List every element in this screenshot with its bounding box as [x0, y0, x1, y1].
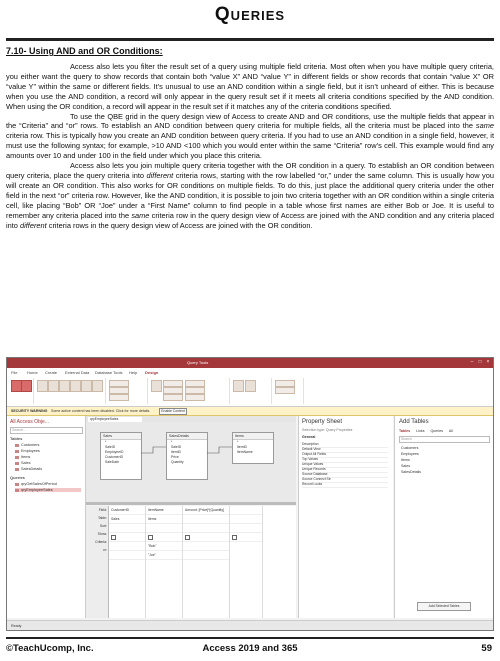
property-row[interactable]: Default View — [302, 447, 388, 453]
grid-label-sort: Sort: — [99, 524, 107, 528]
query-design-table-pane — [86, 422, 296, 505]
design-table-name: Items — [233, 433, 273, 440]
section-heading: 7.10- Using AND and OR Conditions: — [6, 46, 163, 56]
paragraph-3-text-c: criteria row in the query design view of Access are joined with the AND condition and any criteria placed into — [6, 210, 494, 230]
footer-book-title: Access 2019 and 365 — [202, 643, 298, 654]
add-tables-search-input[interactable]: Search — [399, 436, 490, 443]
nav-item-table[interactable] — [15, 455, 30, 459]
footer-copyright: ©TeachUcomp, Inc. — [6, 643, 94, 654]
ribbon-group-query-setup — [149, 378, 230, 404]
table-icon — [15, 444, 19, 447]
append-button[interactable] — [59, 380, 70, 392]
add-tables-tab-links[interactable]: Links — [416, 429, 425, 433]
ribbon-group-property — [273, 378, 304, 404]
grid-cell-field[interactable] — [230, 506, 262, 515]
property-sheet-subtitle: Selection type: Query Properties — [302, 428, 353, 432]
nav-item-label: Items — [21, 455, 31, 459]
join-line — [207, 447, 232, 453]
add-tables-tabs — [399, 429, 458, 433]
grid-label-criteria: Criteria: — [95, 540, 107, 544]
add-tables-title: Add Tables — [399, 419, 429, 425]
add-tables-tab-tables[interactable]: Tables — [399, 429, 411, 433]
design-field[interactable]: ItemName — [237, 450, 253, 454]
close-icon[interactable]: × — [486, 359, 490, 365]
grid-cell-sort[interactable] — [230, 524, 262, 533]
grid-cell-sort[interactable] — [146, 524, 182, 533]
return-button[interactable] — [185, 394, 205, 401]
grid-cell-show[interactable] — [230, 533, 262, 542]
query-icon — [15, 483, 19, 486]
grid-cell-table[interactable] — [183, 515, 229, 524]
property-sheet-pane — [298, 416, 393, 618]
table-icon — [15, 468, 19, 471]
status-text: Ready — [11, 624, 22, 628]
nav-item-table[interactable] — [15, 449, 40, 453]
paragraph-3 — [6, 161, 494, 230]
grid-cell-criteria[interactable] — [109, 542, 145, 551]
property-row[interactable]: Unique Records — [302, 467, 388, 473]
grid-label-table: Table: — [97, 516, 107, 520]
nav-item-table[interactable] — [15, 467, 42, 471]
paragraph-1 — [6, 62, 494, 112]
design-field[interactable]: SaleDate — [105, 460, 119, 464]
table-icon — [15, 462, 19, 465]
design-field[interactable]: Price — [171, 455, 179, 459]
paragraph-2-emphasis: same — [475, 121, 494, 131]
grid-label-show: Show: — [97, 532, 107, 536]
union-button[interactable] — [109, 380, 129, 387]
qbe-grid-row-labels — [86, 506, 109, 618]
property-row[interactable]: Top Values — [302, 457, 388, 463]
nav-group-queries[interactable]: Queries — [10, 475, 25, 480]
page-number: 59 — [481, 643, 492, 654]
paragraph-3-emphasis-3: different — [19, 220, 47, 230]
nav-search-input[interactable]: Search... — [10, 427, 83, 434]
parameters-button[interactable] — [245, 380, 256, 392]
nav-item-label: Employees — [21, 449, 40, 453]
add-tables-tab-all[interactable]: All — [448, 429, 453, 433]
join-line — [141, 447, 166, 453]
builder-button[interactable] — [163, 394, 183, 401]
grid-cell-criteria[interactable] — [183, 542, 229, 551]
table-icon — [15, 450, 19, 453]
grid-cell-show[interactable] — [183, 533, 229, 542]
nav-item-label: SalesDetails — [21, 467, 43, 471]
grid-label-field: Field: — [98, 508, 107, 512]
paragraph-3-emphasis-2: same — [131, 210, 150, 220]
nav-item-label: qryEmployeeSales — [21, 488, 53, 492]
enable-content-button[interactable]: Enable Content — [159, 408, 187, 415]
grid-cell-table[interactable] — [230, 515, 262, 524]
paragraph-3-text-b: criteria rows, starting with the row labelled “or,” under the same column. This is usually how you will create an OR condition. This also works for OR conditions on multiple fields. To do this, just place the additional query criteria under the other field in the next “or” criteria row. However, like the AND condition, it is possible to join two criteria together with an OR condition within a single criteria cell, like placing “Bob” OR “Joe” under a “First Name” column to find people in a table whose first names are either Bob or Joe. It is useful to remember any criteria placed into the — [6, 170, 494, 220]
update-button[interactable] — [70, 380, 81, 392]
grid-cell-table[interactable]: Sales — [109, 515, 145, 524]
ribbon-group-union — [107, 378, 148, 404]
body-text — [6, 62, 494, 230]
property-row[interactable]: Description — [302, 442, 388, 448]
totals-button[interactable] — [233, 380, 244, 392]
grid-cell-show[interactable] — [109, 533, 145, 542]
ribbon-tab-file[interactable]: File — [11, 370, 18, 375]
property-sheet-title: Property Sheet — [302, 419, 343, 425]
add-tables-item[interactable]: Sales — [401, 464, 410, 468]
grid-cell-table[interactable]: Items — [146, 515, 182, 524]
property-row[interactable]: Record Locks — [302, 482, 388, 488]
ribbon-tab-design[interactable]: Design — [145, 370, 159, 375]
minimize-icon[interactable]: – — [470, 359, 474, 365]
make-table-button[interactable] — [48, 380, 59, 392]
delete-columns-button[interactable] — [185, 387, 205, 394]
select-query-button[interactable] — [37, 380, 48, 392]
maximize-icon[interactable]: □ — [478, 359, 482, 365]
insert-rows-button[interactable] — [163, 380, 183, 387]
run-button[interactable] — [21, 380, 32, 392]
design-field[interactable]: Quantity — [171, 460, 184, 464]
pass-through-button[interactable] — [109, 387, 129, 394]
grid-cell-field[interactable]: Amount: [Price]*[Quantity] — [183, 506, 229, 515]
ribbon-tab-create[interactable]: Create — [45, 370, 58, 375]
qbe-grid-column[interactable] — [183, 506, 230, 618]
nav-item-label: Customers — [21, 443, 40, 447]
header-rule — [6, 38, 494, 41]
design-field[interactable]: CustomerID — [105, 455, 124, 459]
property-sheet-tab-general[interactable]: General — [302, 435, 316, 439]
tab-query-design[interactable]: qryEmployeeSales — [88, 417, 142, 422]
grid-label-or: or: — [103, 548, 107, 552]
add-tables-item[interactable]: SalesDetails — [401, 470, 421, 474]
property-row[interactable]: Source Connect Str — [302, 477, 388, 483]
paragraph-2 — [6, 112, 494, 162]
query-icon — [15, 489, 19, 492]
add-tables-item[interactable]: Customers — [401, 446, 419, 450]
grid-cell-field[interactable]: ItemName — [146, 506, 182, 515]
qbe-grid — [86, 506, 296, 618]
show-checkbox[interactable] — [148, 535, 153, 540]
nav-item-query-selected[interactable] — [15, 488, 81, 492]
paragraph-3-text-d: criteria rows in the query design view of Access are joined with the OR condition. — [46, 220, 313, 230]
ribbon-group-show-hide — [231, 378, 272, 404]
grid-cell-sort[interactable] — [183, 524, 229, 533]
ribbon-group-results — [9, 378, 34, 404]
show-checkbox[interactable] — [185, 535, 190, 540]
ribbon — [7, 376, 493, 407]
design-field[interactable]: ItemID — [237, 445, 247, 449]
qbe-grid-column-empty[interactable] — [230, 506, 263, 618]
ribbon-tab-database-tools[interactable]: Database Tools — [95, 370, 123, 375]
grid-cell-sort[interactable] — [109, 524, 145, 533]
show-checkbox[interactable] — [232, 535, 237, 540]
nav-item-table[interactable] — [15, 443, 39, 447]
table-icon — [15, 456, 19, 459]
paragraph-1-text: Access also lets you filter the result set of a query using multiple field criteria. Most often when you have multiple query criteria, you either want the query to show records that contain both “value X” AND “value Y” in different fields or show records that contain “value X” OR “value Y” within the same or different fields. It’s unusual to use an AND condition within a single field, but it isn’t unheard of either. This is because when you use the AND condition, a record will only appear in the query result set if it meets all criteria conditions specified by the AND condition. When using the OR condition, a record will appear in the result set if it matches any of the criteria conditions specified. — [6, 62, 494, 111]
paragraph-2-text-b: criteria row. This is typically how you create an AND condition between query criteria. If you had to use an AND condition in a single field, however, it must use the following syntax; for example, >10 AND <100 which you would enter within the same “Criteria” row’s cell. This example would find any amounts over 10 and under 100 in the field under which you place this criteria. — [6, 131, 494, 161]
qbe-grid-column[interactable] — [109, 506, 146, 618]
delete-button[interactable] — [92, 380, 103, 392]
security-warning-label: SECURITY WARNING — [11, 409, 48, 413]
qbe-grid-column[interactable] — [146, 506, 183, 618]
nav-item-label: qryGetSalesOfPeriod — [21, 482, 57, 486]
property-row[interactable]: Unique Values — [302, 462, 388, 468]
design-field[interactable]: * — [171, 440, 173, 444]
grid-cell-or[interactable] — [109, 551, 145, 560]
add-selected-tables-button[interactable]: Add Selected Tables — [417, 602, 471, 611]
add-tables-button[interactable] — [151, 380, 162, 392]
design-field[interactable]: * — [237, 440, 239, 444]
security-warning-bar — [7, 407, 493, 416]
add-tables-tab-queries[interactable]: Queries — [430, 429, 444, 433]
nav-group-tables[interactable]: Tables — [10, 436, 23, 441]
access-screenshot — [6, 357, 494, 631]
grid-cell-criteria[interactable]: "Bob" — [146, 542, 182, 551]
join-lines — [86, 422, 296, 502]
access-title-bar — [7, 358, 493, 368]
add-tables-item[interactable]: Employees — [401, 452, 419, 456]
add-tables-pane — [394, 416, 494, 618]
design-field[interactable]: * — [105, 440, 107, 444]
property-sheet-button[interactable] — [275, 380, 295, 387]
design-table-name: Sales — [101, 433, 141, 440]
nav-item-table[interactable] — [15, 461, 31, 465]
data-definition-button[interactable] — [109, 394, 129, 401]
paragraph-3-text-a: Access also lets you join multiple query criteria together with the OR condition in a query. To establish an OR condition between query criteria, place the query criteria into — [6, 161, 494, 180]
design-field[interactable]: SaleID — [105, 445, 116, 449]
add-tables-item[interactable]: Items — [401, 458, 410, 462]
show-checkbox[interactable] — [111, 535, 116, 540]
ribbon-group-query-type — [35, 378, 106, 404]
footer-rule — [6, 637, 494, 639]
grid-cell-show[interactable] — [146, 533, 182, 542]
ribbon-tab-external-data[interactable]: External Data — [65, 370, 90, 375]
paragraph-3-emphasis-1: different — [146, 170, 174, 180]
grid-cell-field[interactable]: CustomerID — [109, 506, 145, 515]
design-field[interactable]: EmployeeID — [105, 450, 124, 454]
page-title: Queries — [214, 4, 286, 25]
nav-item-query[interactable] — [15, 482, 57, 486]
design-field[interactable]: SaleID — [171, 445, 182, 449]
status-bar — [7, 620, 493, 631]
property-row[interactable]: Source Database — [302, 472, 388, 478]
nav-pane-title[interactable]: All Access Obje... — [10, 419, 49, 425]
grid-cell-or[interactable] — [183, 551, 229, 560]
crosstab-button[interactable] — [81, 380, 92, 392]
table-names-button[interactable] — [275, 387, 295, 394]
ribbon-tab-help[interactable]: Help — [129, 370, 138, 375]
navigation-pane — [7, 416, 86, 618]
insert-columns-button[interactable] — [185, 380, 205, 387]
delete-rows-button[interactable] — [163, 387, 183, 394]
grid-cell-or[interactable]: "Joe" — [146, 551, 182, 560]
nav-item-label: Sales — [21, 461, 31, 465]
property-row[interactable]: Output All Fields — [302, 452, 388, 458]
ribbon-tab-home[interactable]: Home — [27, 370, 38, 375]
design-table-name: SalesDetails — [167, 433, 207, 440]
security-warning-message: Some active content has been disabled. Click for more details. — [51, 409, 151, 413]
paragraph-2-text-a: To use the QBE grid in the query design view of Access to create AND and OR conditions, use the multiple fields that appear in the “Criteria” and “or” rows. To establish an AND condition between query criteria for multiple fields, all the criteria must be placed into the — [6, 111, 494, 131]
access-window-title: Query Tools — [187, 360, 209, 365]
design-field[interactable]: ItemID — [171, 450, 181, 454]
